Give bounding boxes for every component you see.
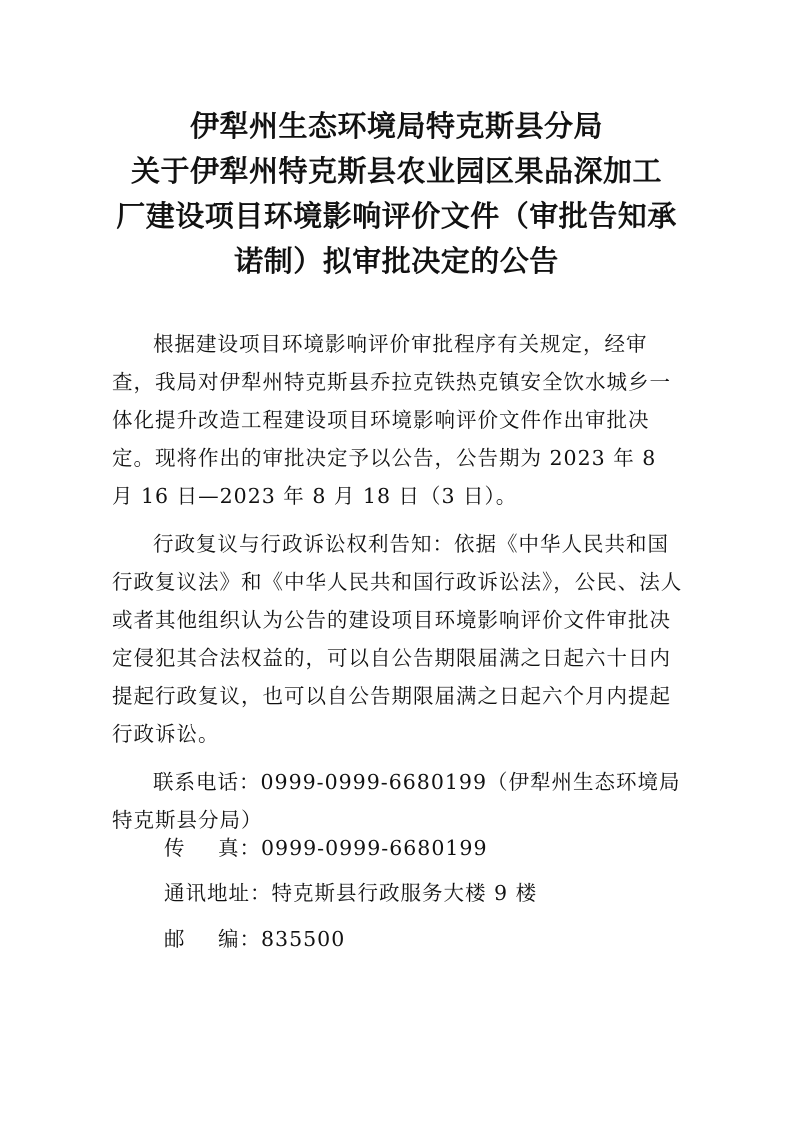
postcode-row	[112, 920, 684, 958]
paragraph-approval-notice: 根据建设项目环境影响评价审批程序有关规定，经审查，我局对伊犁州特克斯县乔拉克铁热克镇安全饮水城乡一体化提升改造工程建设项目环境影响评价文件作出审批决定。现将作出的审批决定予以公告，公告期为 2023 年 8 月 16 日—2023 年 8 月 18 日（3 日）。	[112, 332, 671, 508]
postcode-label-part-1: 邮	[164, 927, 186, 951]
title-line-1: 伊犁州生态环境局特克斯县分局	[189, 109, 603, 143]
postcode-value: 835500	[261, 927, 346, 951]
document-title	[100, 104, 693, 284]
paragraph-rights-notice: 行政复议与行政诉讼权利告知：依据《中华人民共和国行政复议法》和《中华人民共和国行政诉讼法》，公民、法人或者其他组织认为公告的建设项目环境影响评价文件审批决定侵犯其合法权益的，可以自公告期限届满之日起六十日内提起行政复议，也可以自公告期限届满之日起六个月内提起行政诉讼。	[112, 532, 683, 746]
title-line-2: 关于伊犁州特克斯县农业园区果品深加工	[130, 154, 662, 188]
paragraph-contact-phone: 联系电话：0999-0999-6680199（伊犁州生态环境局特克斯县分局）	[112, 770, 681, 832]
title-line-3: 厂建设项目环境影响评价文件（审批告知承	[116, 199, 677, 233]
fax-row	[112, 829, 684, 867]
address-value: 特克斯县行政服务大楼 9 楼	[271, 881, 538, 905]
title-line-4: 诺制）拟审批决定的公告	[234, 244, 559, 278]
fax-value: 0999-0999-6680199	[261, 836, 488, 860]
fax-label-part-2: 真：	[218, 836, 261, 860]
fax-label-part-1: 传	[164, 836, 186, 860]
postcode-label-part-2: 编：	[218, 927, 261, 951]
address-label: 通讯地址：	[164, 881, 272, 905]
address-row	[112, 874, 684, 912]
body-text	[112, 325, 684, 839]
